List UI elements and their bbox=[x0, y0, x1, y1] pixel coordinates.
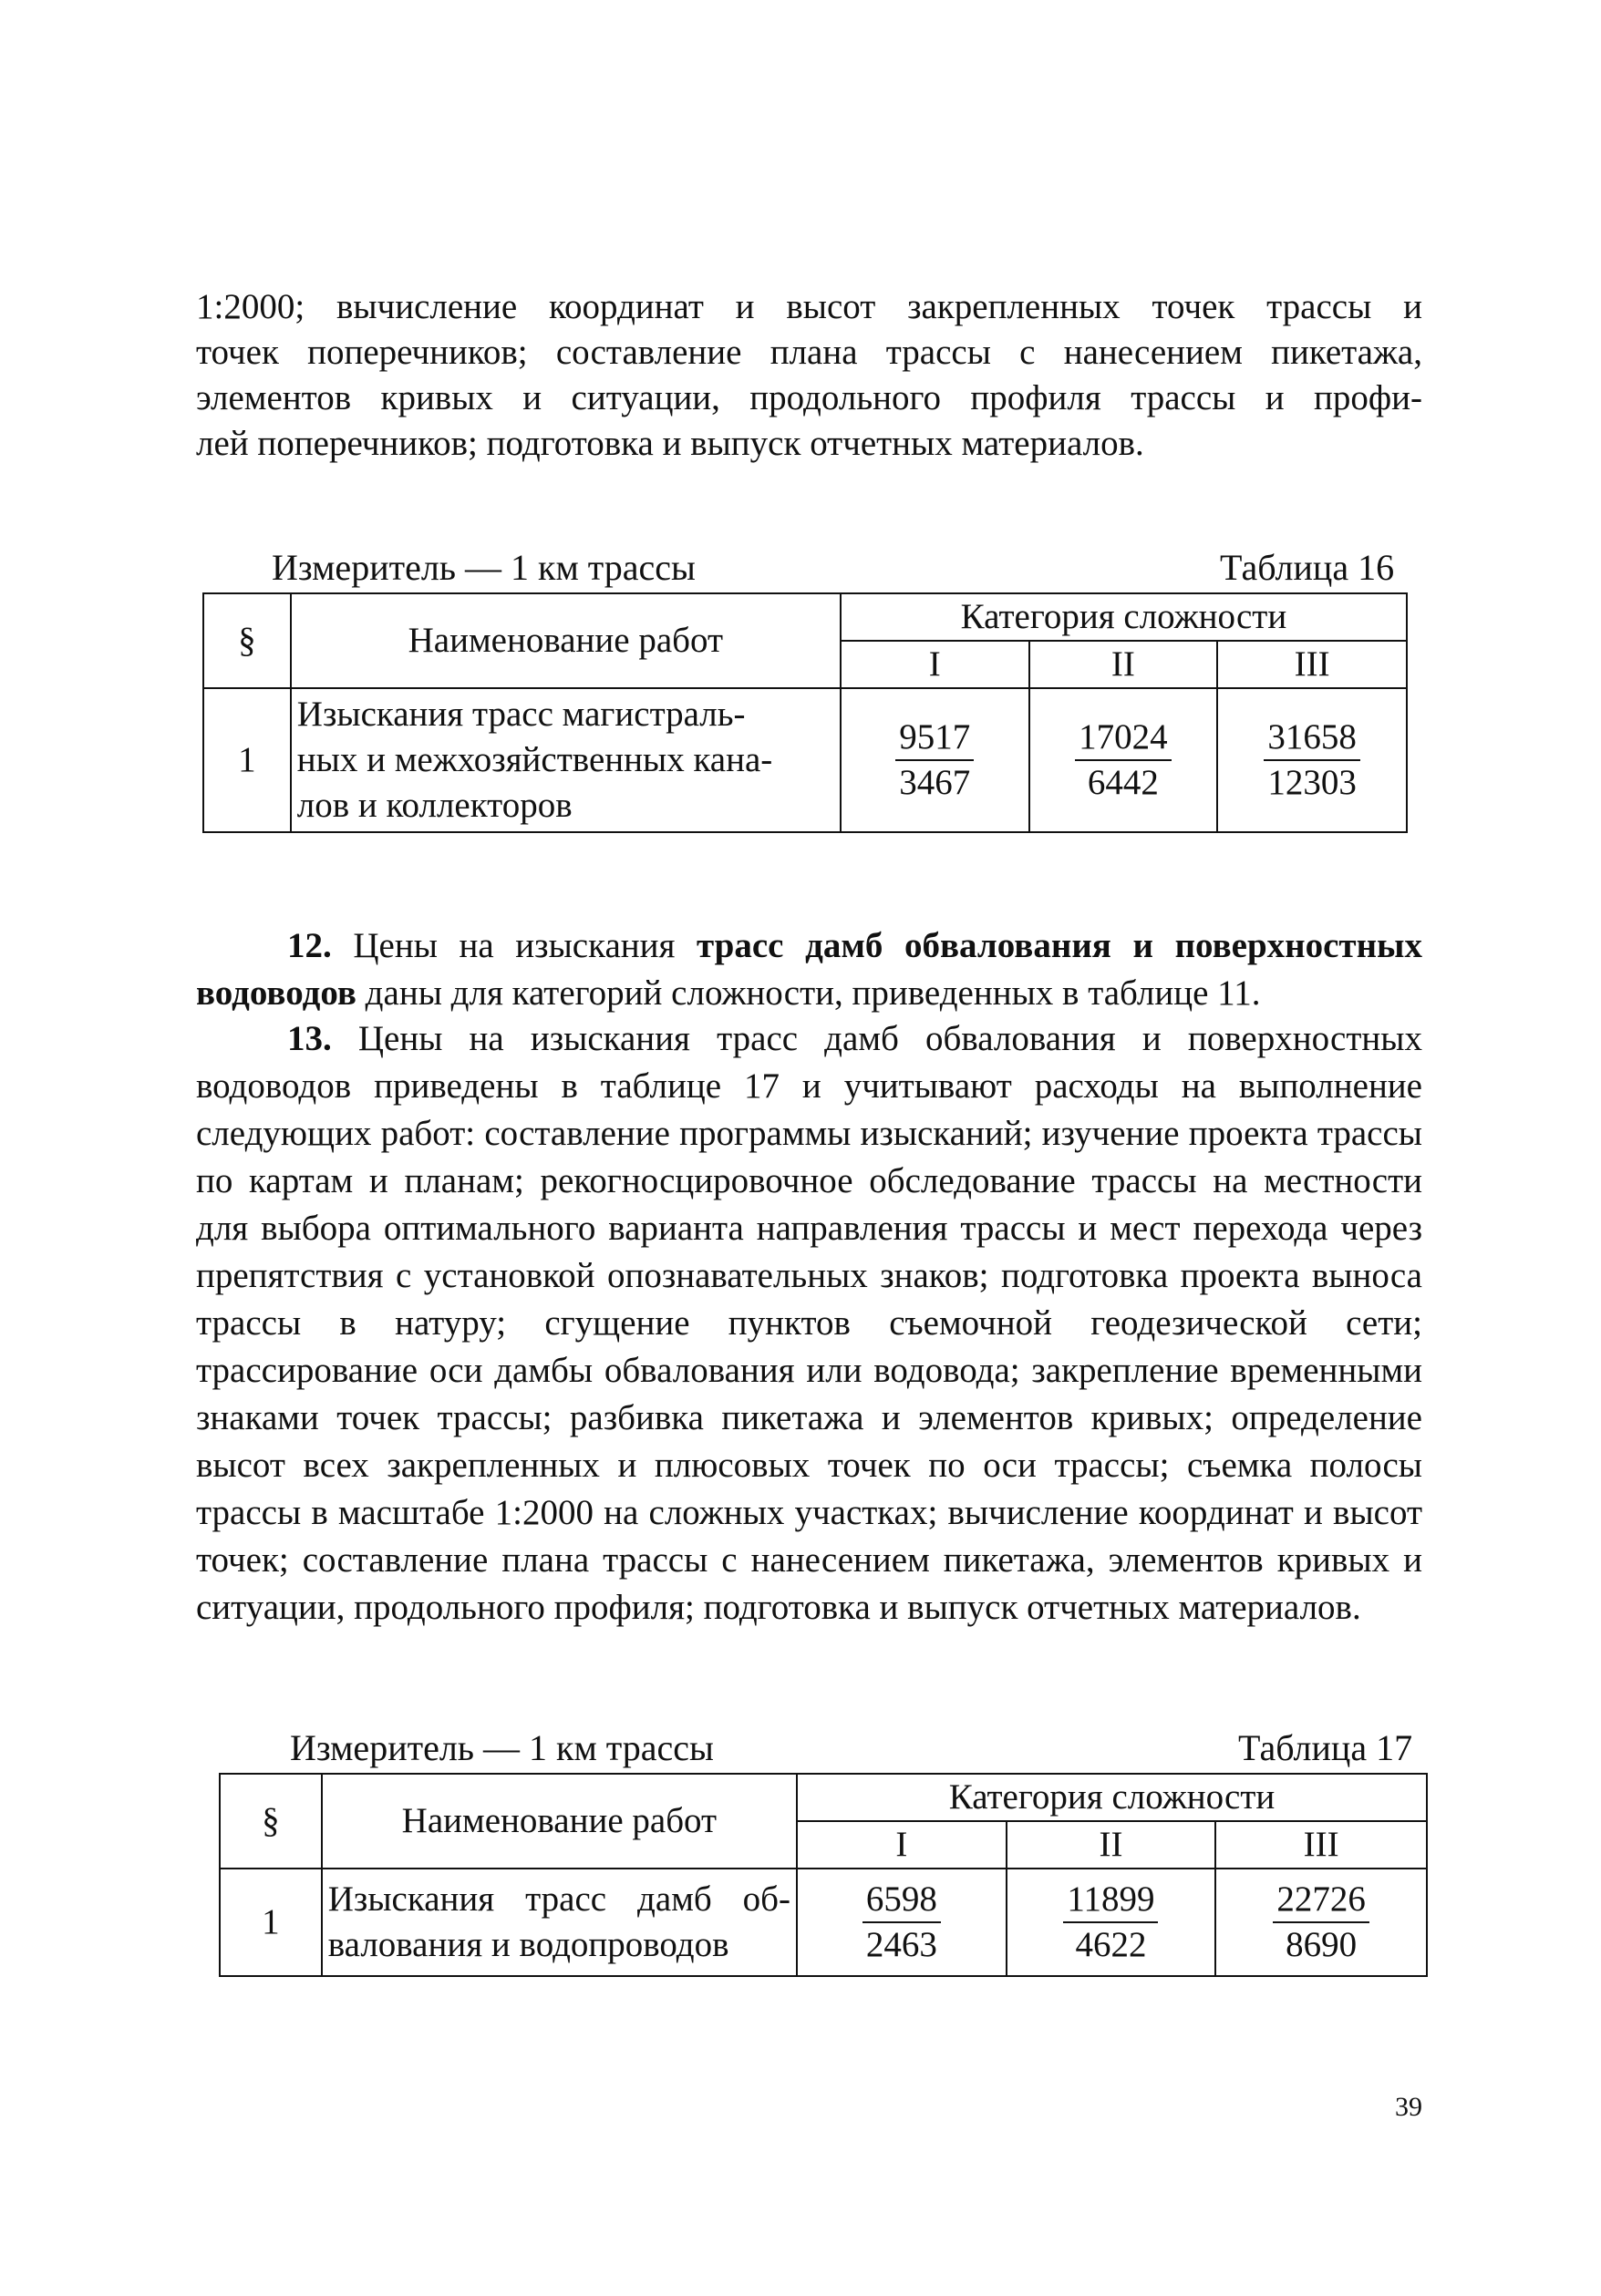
price-numerator: 11899 bbox=[1063, 1878, 1158, 1923]
row-number: 1 bbox=[203, 688, 291, 832]
paragraph-12 bbox=[196, 922, 1422, 1017]
work-name-line: ных и межхозяйственных кана- bbox=[296, 740, 773, 779]
price-numerator: 31658 bbox=[1264, 716, 1360, 761]
paragraph-text: даны для категорий сложности, приведенных в таблице 11. bbox=[356, 973, 1261, 1013]
table17-label: Таблица 17 bbox=[1238, 1727, 1413, 1768]
table16 bbox=[202, 592, 1408, 833]
paragraph-continuation bbox=[196, 284, 1422, 467]
row-number: 1 bbox=[220, 1869, 322, 1976]
paragraph-number: 13. bbox=[287, 1019, 332, 1058]
price-cat-iii bbox=[1217, 688, 1407, 832]
category-iii-header: III bbox=[1217, 641, 1407, 688]
table17-unit: Измеритель — 1 км трассы bbox=[290, 1727, 714, 1768]
price-denominator: 12303 bbox=[1267, 762, 1357, 802]
paragraph-number: 12. bbox=[287, 926, 332, 965]
table-row bbox=[203, 688, 1407, 832]
price-cat-i bbox=[841, 688, 1029, 832]
section-header: § bbox=[220, 1774, 322, 1869]
category-iii-header: III bbox=[1215, 1821, 1427, 1869]
price-numerator: 9517 bbox=[895, 716, 974, 761]
work-name-line: валования и водопроводов bbox=[327, 1925, 729, 1964]
price-denominator: 8690 bbox=[1286, 1924, 1358, 1964]
category-i-header: I bbox=[841, 641, 1029, 688]
text-line: элементов кривых и ситуации, продольного профиля трассы и профи- bbox=[196, 378, 1422, 417]
category-ii-header: II bbox=[1007, 1821, 1216, 1869]
work-name bbox=[322, 1869, 797, 1976]
section-header: § bbox=[203, 593, 291, 688]
text-line: лей поперечников; подготовка и выпуск отчетных материалов. bbox=[196, 424, 1144, 463]
price-denominator: 3467 bbox=[899, 762, 971, 802]
price-denominator: 2463 bbox=[865, 1924, 937, 1964]
price-cat-ii bbox=[1029, 688, 1218, 832]
text-line: 1:2000; вычисление координат и высот закрепленных точек трассы и bbox=[196, 287, 1422, 326]
page-number: 39 bbox=[1395, 2092, 1422, 2122]
table17 bbox=[219, 1773, 1428, 1977]
text-line: точек поперечников; составление плана трассы с нанесением пикетажа, bbox=[196, 333, 1422, 372]
paragraph-bold-text: трасс дамб обвалования и поверхностных водоводов bbox=[196, 926, 1423, 1013]
table16-label: Таблица 16 bbox=[1220, 547, 1395, 588]
price-cat-i bbox=[797, 1869, 1007, 1976]
price-numerator: 17024 bbox=[1075, 716, 1172, 761]
table-row bbox=[220, 1869, 1427, 1976]
work-name-line: Изыскания трасс дамб об- bbox=[327, 1879, 790, 1919]
paragraph-text: Цены на изыскания трасс дамб обвалования и поверхностных водоводов приведены в таблице 17 и учитывают расходы на выполнение следующих работ: составление программы изысканий; изучение проекта трассы по картам и планам; рекогносцировочное обследование трассы на местности для выбора оптимального варианта направления трассы и мест перехода через препятствия с установкой опознавательных знаков; подготовка проекта выноса трассы в натуру; сгущение пунктов съемочной геодезической сети; трассирование оси дамбы обвалования или водовода; закрепление временными знаками точек трассы; разбивка пикетажа и элементов кривых; определение высот всех закрепленных и плюсовых точек по оси трассы; съемка полосы трассы в масштабе 1:2000 на сложных участках; вычисление координат и высот точек; составление плана трассы с нанесением пикетажа, элементов кривых и ситуации, продольного профиля; подготовка и выпуск отчетных материалов. bbox=[196, 1019, 1422, 1627]
price-numerator: 6598 bbox=[862, 1878, 941, 1923]
category-ii-header: II bbox=[1029, 641, 1218, 688]
name-header: Наименование работ bbox=[291, 593, 841, 688]
category-header: Категория сложности bbox=[841, 593, 1407, 641]
category-header: Категория сложности bbox=[797, 1774, 1427, 1821]
work-name bbox=[291, 688, 841, 832]
category-i-header: I bbox=[797, 1821, 1007, 1869]
price-denominator: 4622 bbox=[1075, 1924, 1147, 1964]
price-denominator: 6442 bbox=[1087, 762, 1159, 802]
price-numerator: 22726 bbox=[1273, 1878, 1369, 1923]
work-name-line: лов и коллекторов bbox=[296, 786, 573, 825]
table16-unit: Измеритель — 1 км трассы bbox=[272, 547, 696, 588]
price-cat-iii bbox=[1215, 1869, 1427, 1976]
paragraph-text: Цены на изыскания bbox=[331, 926, 697, 965]
work-name-line: Изыскания трасс магистраль- bbox=[296, 695, 746, 734]
paragraph-13 bbox=[196, 1015, 1422, 1632]
price-cat-ii bbox=[1007, 1869, 1216, 1976]
name-header: Наименование работ bbox=[322, 1774, 797, 1869]
